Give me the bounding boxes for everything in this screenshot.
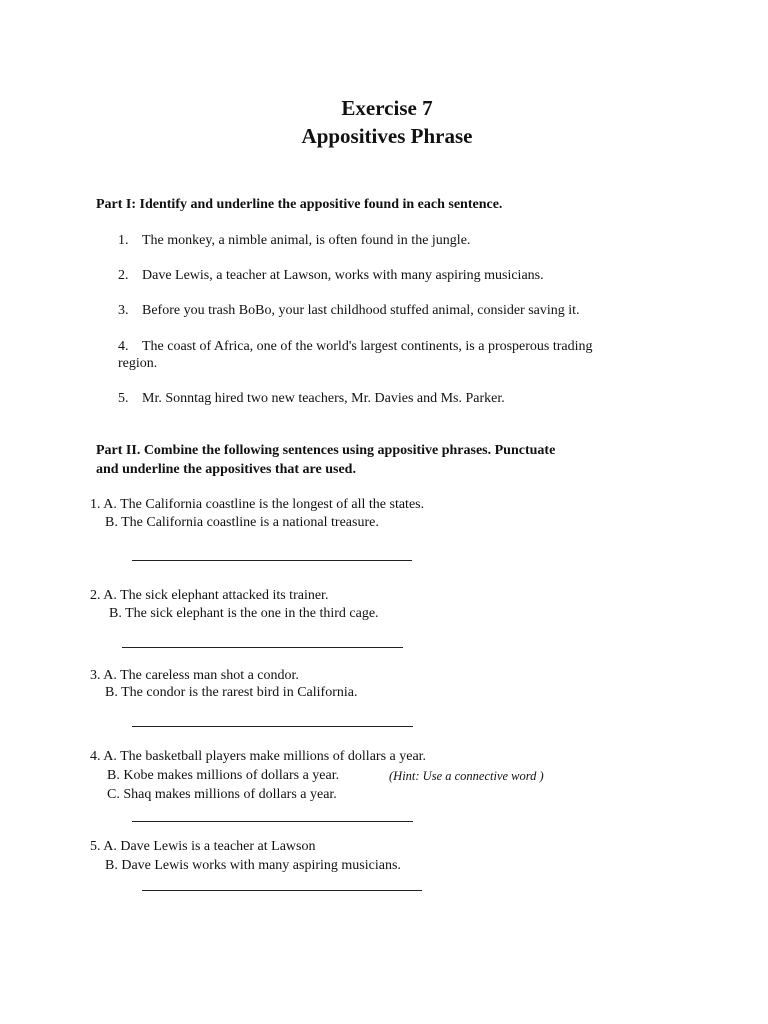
item-text: Mr. Sonntag hired two new teachers, Mr. Davies and Ms. Parker. [142, 391, 505, 406]
q2-sentence-a: 2. A. The sick elephant attacked its trainer. [90, 588, 329, 603]
part1-item-3 [118, 303, 580, 319]
q2-sentence-b: B. The sick elephant is the one in the third cage. [109, 606, 379, 621]
part1-heading: Part I: Identify and underline the appositive found in each sentence. [96, 197, 503, 212]
q3-sentence-a: 3. A. The careless man shot a condor. [90, 668, 299, 683]
exercise-title: Exercise 7 [341, 96, 433, 120]
item-number: 1. [118, 233, 129, 248]
item-number: 4. [118, 339, 129, 354]
q1-sentence-a: 1. A. The California coastline is the longest of all the states. [90, 497, 425, 512]
part1-item-4 [118, 339, 593, 355]
part1-item-2 [118, 268, 544, 284]
part2-heading-line2: and underline the appositives that are used. [96, 462, 356, 477]
item-text: Dave Lewis, a teacher at Lawson, works with many aspiring musicians. [142, 268, 544, 283]
q4-answer-line[interactable] [132, 821, 413, 822]
q1-sentence-b: B. The California coastline is a national treasure. [105, 515, 379, 530]
part1-item-1 [118, 233, 470, 249]
q4-sentence-a: 4. A. The basketball players make millions of dollars a year. [90, 749, 427, 764]
q4-hint: (Hint: Use a connective word ) [389, 769, 544, 783]
q3-answer-line[interactable] [132, 726, 413, 727]
q4-sentence-b: B. Kobe makes millions of dollars a year. [107, 768, 340, 783]
item-text: Before you trash BoBo, your last childhood stuffed animal, consider saving it. [142, 303, 580, 318]
q5-answer-line[interactable] [142, 890, 422, 891]
item-text: The coast of Africa, one of the world's largest continents, is a prosperous trading [142, 339, 593, 354]
q1-answer-line[interactable] [132, 560, 412, 561]
part1-item-5 [118, 391, 505, 407]
q4-sentence-c: C. Shaq makes millions of dollars a year. [107, 787, 337, 802]
item-text: The monkey, a nimble animal, is often found in the jungle. [142, 233, 471, 248]
q5-sentence-a: 5. A. Dave Lewis is a teacher at Lawson [90, 839, 316, 854]
item-number: 5. [118, 391, 129, 406]
part2-heading-line1: Part II. Combine the following sentences using appositive phrases. Punctuate [96, 443, 556, 458]
q2-answer-line[interactable] [122, 647, 403, 648]
q3-sentence-b: B. The condor is the rarest bird in California. [105, 685, 358, 700]
item-number: 3. [118, 303, 129, 318]
q5-sentence-b: B. Dave Lewis works with many aspiring musicians. [105, 858, 401, 873]
part1-item-4-continuation: region. [118, 356, 158, 371]
item-number: 2. [118, 268, 129, 283]
exercise-subtitle: Appositives Phrase [301, 124, 473, 148]
